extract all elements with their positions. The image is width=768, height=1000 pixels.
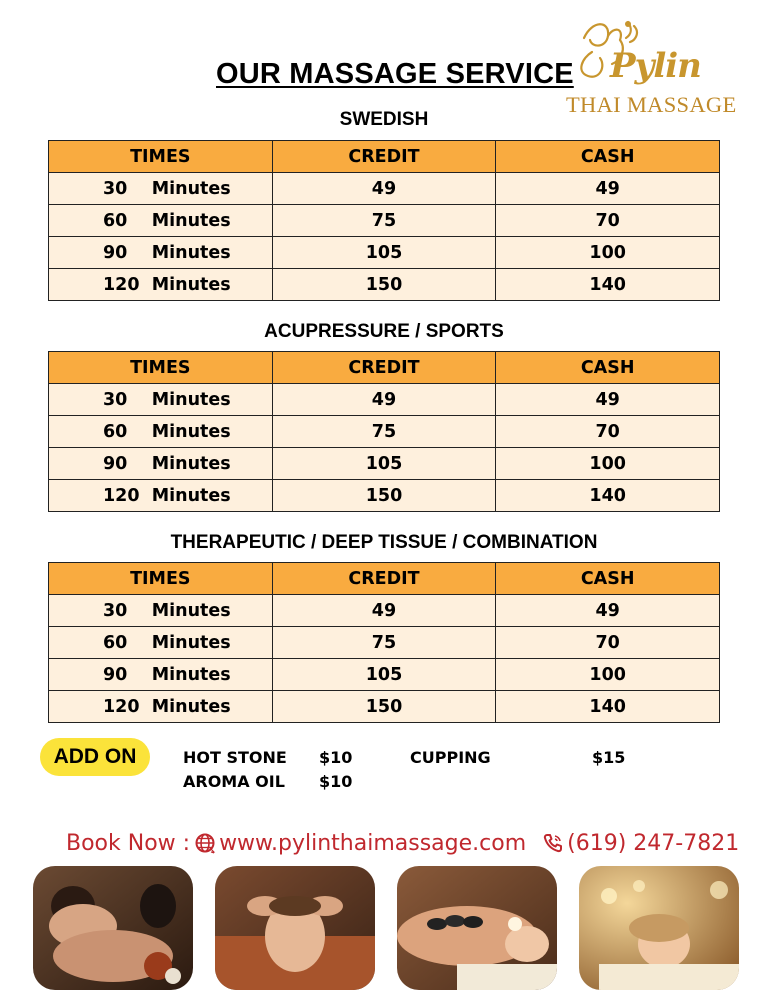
column-header-times: TIMES bbox=[49, 141, 273, 173]
relaxing-woman-photo bbox=[579, 866, 739, 990]
table-row bbox=[49, 384, 720, 416]
table-row bbox=[49, 595, 720, 627]
credit-price-cell: 150 bbox=[272, 480, 496, 512]
logo-subtitle: THAI MASSAGE bbox=[566, 92, 737, 117]
couple-massage-photo bbox=[33, 866, 193, 990]
table-row bbox=[49, 659, 720, 691]
credit-price-cell: 150 bbox=[272, 691, 496, 723]
logo-script-text: Pylin bbox=[610, 46, 701, 86]
addon-cupping-price: $15 bbox=[592, 748, 626, 767]
time-cell: 90 Minutes bbox=[49, 448, 273, 480]
cash-price-cell: 100 bbox=[496, 237, 720, 269]
book-now-label: Book Now : bbox=[66, 830, 191, 856]
credit-price-cell: 49 bbox=[272, 384, 496, 416]
hot-stone-photo bbox=[397, 866, 557, 990]
time-cell: 60 Minutes bbox=[49, 416, 273, 448]
addon-cupping-name: CUPPING bbox=[410, 748, 491, 767]
addon-aroma-oil-name: AROMA OIL bbox=[183, 772, 285, 791]
credit-price-cell: 75 bbox=[272, 627, 496, 659]
cash-price-cell: 70 bbox=[496, 416, 720, 448]
column-header-credit: CREDIT bbox=[272, 352, 496, 384]
time-cell: 60 Minutes bbox=[49, 205, 273, 237]
cash-price-cell: 49 bbox=[496, 173, 720, 205]
cash-price-cell: 140 bbox=[496, 269, 720, 301]
website-link[interactable]: www.pylinthaimassage.com bbox=[219, 830, 527, 856]
phone-link[interactable]: (619) 247-7821 bbox=[567, 830, 740, 856]
addon-hot-stone-name: HOT STONE bbox=[183, 748, 287, 767]
time-cell: 90 Minutes bbox=[49, 659, 273, 691]
table-header-row bbox=[49, 352, 720, 384]
time-cell: 120 Minutes bbox=[49, 480, 273, 512]
cash-price-cell: 100 bbox=[496, 448, 720, 480]
time-cell: 90 Minutes bbox=[49, 237, 273, 269]
table-header-row bbox=[49, 563, 720, 595]
table-row bbox=[49, 173, 720, 205]
credit-price-cell: 105 bbox=[272, 448, 496, 480]
cash-price-cell: 140 bbox=[496, 691, 720, 723]
cash-price-cell: 140 bbox=[496, 480, 720, 512]
time-cell: 30 Minutes bbox=[49, 384, 273, 416]
time-cell: 60 Minutes bbox=[49, 627, 273, 659]
table-header-row bbox=[49, 141, 720, 173]
table-row bbox=[49, 237, 720, 269]
credit-price-cell: 75 bbox=[272, 416, 496, 448]
face-massage-photo bbox=[215, 866, 375, 990]
credit-price-cell: 105 bbox=[272, 237, 496, 269]
addon-aroma-oil-price: $10 bbox=[319, 772, 353, 791]
column-header-times: TIMES bbox=[49, 563, 273, 595]
cash-price-cell: 70 bbox=[496, 627, 720, 659]
table-row bbox=[49, 205, 720, 237]
cash-price-cell: 49 bbox=[496, 595, 720, 627]
credit-price-cell: 49 bbox=[272, 173, 496, 205]
phone-icon bbox=[542, 832, 564, 854]
table-row bbox=[49, 691, 720, 723]
price-table-swedish bbox=[48, 140, 720, 301]
section-title-acupressure: ACUPRESSURE / SPORTS bbox=[264, 321, 504, 342]
addon-hot-stone-price: $10 bbox=[319, 748, 353, 767]
column-header-cash: CASH bbox=[496, 141, 720, 173]
table-row bbox=[49, 416, 720, 448]
credit-price-cell: 105 bbox=[272, 659, 496, 691]
section-title-therapeutic: THERAPEUTIC / DEEP TISSUE / COMBINATION bbox=[170, 532, 598, 553]
cash-price-cell: 70 bbox=[496, 205, 720, 237]
time-cell: 30 Minutes bbox=[49, 173, 273, 205]
time-cell: 30 Minutes bbox=[49, 595, 273, 627]
credit-price-cell: 49 bbox=[272, 595, 496, 627]
column-header-credit: CREDIT bbox=[272, 141, 496, 173]
column-header-times: TIMES bbox=[49, 352, 273, 384]
column-header-credit: CREDIT bbox=[272, 563, 496, 595]
cash-price-cell: 49 bbox=[496, 384, 720, 416]
table-row bbox=[49, 480, 720, 512]
table-row bbox=[49, 269, 720, 301]
price-table-acupressure bbox=[48, 351, 720, 512]
globe-icon bbox=[194, 832, 216, 854]
section-title-swedish: SWEDISH bbox=[339, 109, 429, 130]
credit-price-cell: 150 bbox=[272, 269, 496, 301]
page-title: OUR MASSAGE SERVICE bbox=[216, 58, 574, 90]
time-cell: 120 Minutes bbox=[49, 269, 273, 301]
cash-price-cell: 100 bbox=[496, 659, 720, 691]
credit-price-cell: 75 bbox=[272, 205, 496, 237]
table-row bbox=[49, 448, 720, 480]
column-header-cash: CASH bbox=[496, 352, 720, 384]
pylin-logo bbox=[562, 18, 742, 122]
table-row bbox=[49, 627, 720, 659]
booking-bar bbox=[66, 826, 739, 860]
time-cell: 120 Minutes bbox=[49, 691, 273, 723]
addon-badge: ADD ON bbox=[40, 738, 150, 776]
price-table-therapeutic bbox=[48, 562, 720, 723]
column-header-cash: CASH bbox=[496, 563, 720, 595]
